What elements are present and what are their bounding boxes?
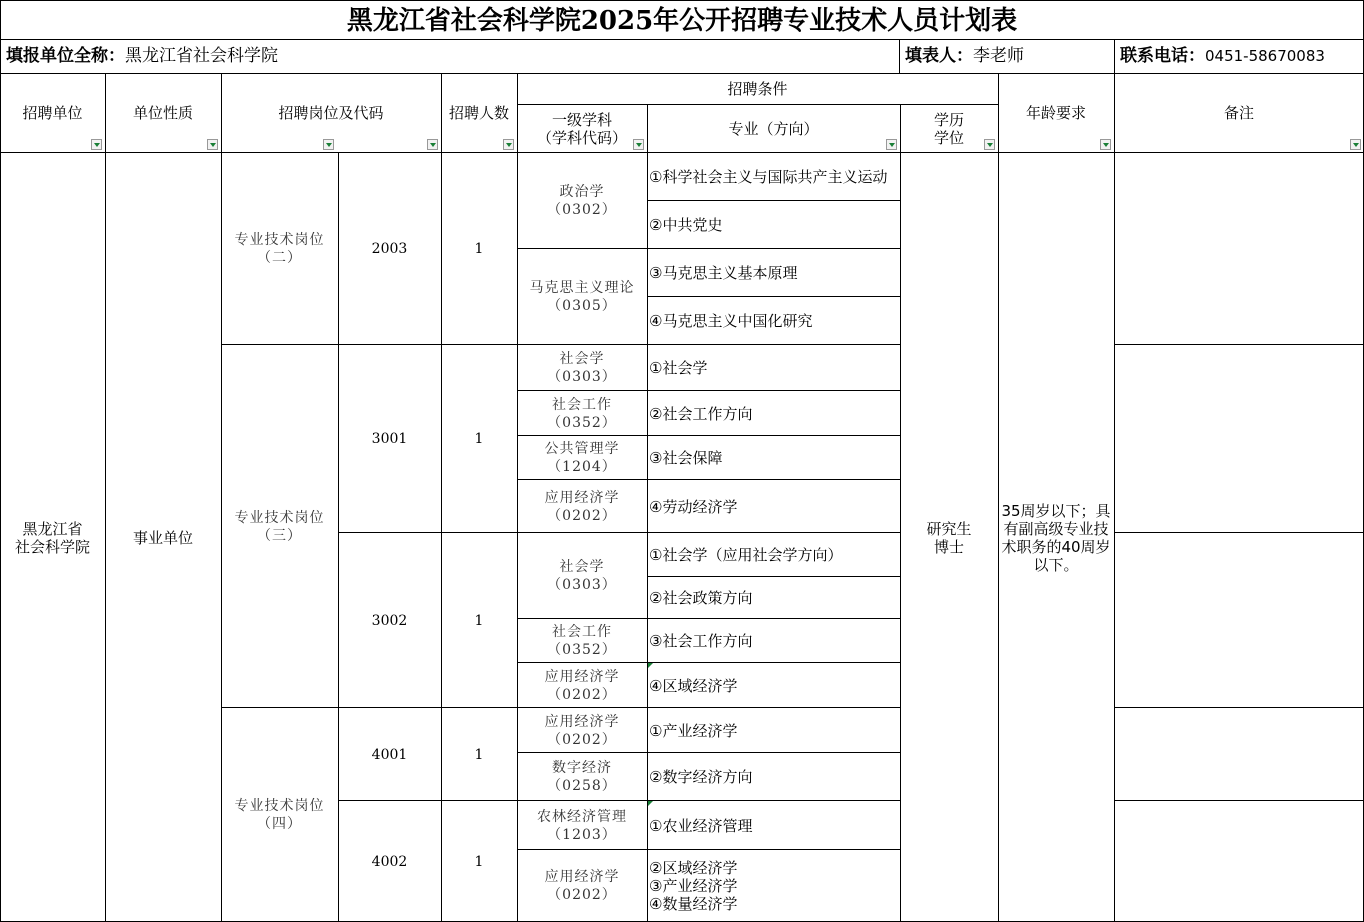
grid-line (517, 479, 900, 480)
major-cell: ③社会工作方向 (649, 632, 753, 650)
grid-line (517, 390, 900, 391)
post-name-cell: 专业技术岗位 （四） (234, 798, 325, 832)
grid-line (517, 435, 900, 436)
grid-line (338, 532, 900, 533)
major-cell: ④马克思主义中国化研究 (649, 312, 813, 330)
subject-cell: 农林经济管理 （1203） (537, 808, 627, 843)
major-cell: ②区域经济学 ③产业经济学 ④数量经济学 (649, 859, 738, 913)
post-code-cell: 3001 (371, 431, 408, 447)
subject-cell: 应用经济学 （0202） (544, 489, 620, 524)
grid-line (517, 618, 900, 619)
subject-cell: 应用经济学 （0202） (544, 668, 620, 703)
grid-line (1114, 344, 1364, 345)
subject-cell: 社会学 （0303） (547, 351, 617, 385)
grid-line (647, 200, 900, 201)
remark-cell (1114, 345, 1364, 533)
major-cell: ②中共党史 (649, 216, 723, 234)
grid-line (517, 73, 518, 922)
filter-major-button[interactable] (886, 139, 897, 150)
major-cell: ①产业经济学 (649, 721, 738, 740)
major-cell: ②社会政策方向 (649, 589, 753, 607)
grid-line (0, 152, 1364, 153)
header-count: 招聘人数 (448, 104, 509, 122)
grid-line (338, 800, 900, 801)
header-conditions: 招聘条件 (727, 80, 788, 98)
remark-cell (1114, 801, 1364, 922)
filter-age-button[interactable] (1100, 139, 1111, 150)
header-remark: 备注 (1223, 104, 1254, 122)
grid-line (900, 105, 901, 922)
major-cell: ①农业经济管理 (649, 816, 753, 835)
post-code-cell: 2003 (371, 241, 408, 257)
count-cell: 1 (474, 853, 484, 870)
subject-cell: 社会学 （0303） (547, 559, 617, 593)
post-code-cell: 4002 (371, 853, 408, 870)
grid-line (441, 73, 442, 922)
filter-remark-button[interactable] (1350, 139, 1361, 150)
degree-cell: 研究生 博士 (926, 519, 972, 556)
count-cell: 1 (474, 431, 484, 447)
grid-line (105, 73, 106, 922)
page-title: 黑龙江省社会科学院2025年公开招聘专业技术人员计划表 (0, 0, 1364, 40)
age-cell: 35周岁以下；具有副高级专业技术职务的40周岁以下。 (1001, 501, 1111, 574)
grid-line (517, 849, 900, 850)
subject-cell: 政治学 （0302） (547, 184, 617, 218)
grid-line (221, 707, 900, 708)
count-cell: 1 (474, 241, 484, 257)
grid-line (517, 752, 900, 753)
phone-info (1114, 40, 1325, 73)
filter-subject-button[interactable] (633, 139, 644, 150)
grid-line (338, 153, 339, 922)
subject-cell: 公共管理学 （1204） (544, 441, 620, 475)
major-cell: ①社会学（应用社会学方向） (649, 546, 843, 564)
filler-info (899, 40, 1024, 73)
subject-cell: 社会工作 （0352） (547, 396, 617, 431)
grid-line (998, 73, 999, 922)
grid-line (517, 662, 900, 663)
unit-info-value: 黑龙江省社会科学院 (125, 46, 278, 66)
header-age: 年龄要求 (1025, 104, 1086, 122)
grid-line (221, 73, 222, 922)
remark-cell (1114, 708, 1364, 801)
grid-line (647, 296, 900, 297)
grid-line (899, 40, 900, 73)
filler-info-label: 填表人： (905, 46, 973, 66)
post-name-cell: 专业技术岗位 （二） (234, 232, 325, 266)
header-unit: 招聘单位 (22, 104, 83, 122)
header-nature: 单位性质 (132, 104, 193, 122)
subject-cell: 应用经济学 （0202） (544, 869, 620, 903)
grid-line (517, 104, 998, 105)
major-cell: ④劳动经济学 (649, 497, 738, 516)
major-cell: ④区域经济学 (649, 676, 738, 695)
unit-info (0, 40, 278, 73)
major-cell: ②社会工作方向 (649, 404, 753, 423)
header-major: 专业（方向） (728, 120, 819, 138)
subject-cell: 社会工作 （0352） (547, 624, 617, 658)
post-name-cell: 专业技术岗位 （三） (234, 509, 325, 544)
post-code-cell: 4001 (371, 746, 408, 763)
grid-line (0, 40, 1, 922)
major-cell: ①社会学 (649, 359, 708, 377)
filler-info-value: 李老师 (973, 46, 1024, 66)
header-subject: 一级学科 （学科代码） (536, 111, 627, 147)
major-cell: ①科学社会主义与国际共产主义运动 (649, 168, 888, 186)
subject-cell: 数字经济 （0258） (547, 760, 617, 794)
filter-nature-button[interactable] (207, 139, 218, 150)
phone-info-label: 联系电话： (1120, 46, 1205, 66)
filter-count-button[interactable] (503, 139, 514, 150)
subject-cell: 马克思主义理论 （0305） (529, 280, 635, 314)
filter-post-code-button[interactable] (427, 139, 438, 150)
filter-degree-button[interactable] (984, 139, 995, 150)
unit-cell: 黑龙江省 社会科学院 (14, 519, 90, 556)
comment-indicator[interactable] (648, 663, 653, 668)
grid-line (647, 576, 900, 577)
subject-cell: 应用经济学 （0202） (544, 713, 620, 748)
grid-line (1114, 532, 1364, 533)
phone-info-value: 0451-58670083 (1205, 47, 1325, 65)
grid-line (1114, 707, 1364, 708)
grid-line (221, 344, 900, 345)
remark-cell (1114, 533, 1364, 708)
remark-cell (1114, 153, 1364, 345)
count-cell: 1 (474, 612, 484, 629)
grid-line (517, 248, 900, 249)
major-cell: ③社会保障 (649, 449, 723, 467)
unit-info-label: 填报单位全称： (6, 46, 125, 66)
count-cell: 1 (474, 746, 484, 763)
major-cell: ②数字经济方向 (649, 768, 753, 786)
info-bar (0, 40, 1364, 74)
major-cell: ③马克思主义基本原理 (649, 264, 798, 282)
filter-post-name-button[interactable] (323, 139, 334, 150)
grid-line (1114, 40, 1115, 922)
filter-unit-button[interactable] (91, 139, 102, 150)
nature-cell: 事业单位 (132, 528, 193, 547)
header-degree: 学历 学位 (933, 111, 964, 147)
header-post: 招聘岗位及代码 (278, 104, 384, 122)
post-code-cell: 3002 (371, 612, 408, 629)
grid-line (1114, 800, 1364, 801)
comment-indicator[interactable] (648, 801, 653, 806)
